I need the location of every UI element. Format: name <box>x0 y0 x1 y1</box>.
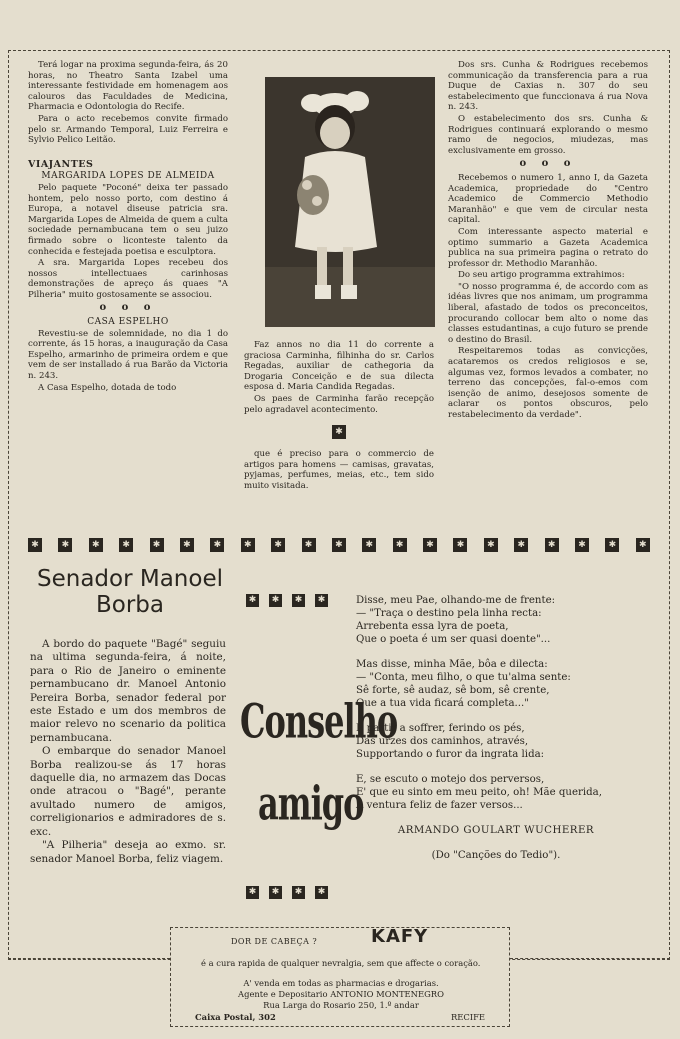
poem-line: E, se escuto o motejo dos perversos, <box>356 774 545 785</box>
star-icon: ✱ <box>119 538 133 552</box>
poem-line: Que o poeta é um ser quasi doente"... <box>356 634 551 645</box>
poem-line: — "Conta, meu filho, o que tu'alma sente: <box>356 672 571 683</box>
ad-agente: Agente e Depositario ANTONIO MONTENEGRO <box>238 989 444 999</box>
poem-body <box>356 594 636 862</box>
column-left <box>28 60 228 394</box>
senador-paragraph-2: O embarque do senador Manoel Borba realizou-se ás 17 horas daquelle dia, no armazem das Docas onde atracou o "Bagé", perante avultado numero de amigos, correligionarios e admiradores de s. exc. <box>30 745 226 838</box>
star-icon: ✱ <box>545 538 559 552</box>
casa-continuation-paragraph: que é preciso para o commercio de artigos para homens — camisas, gravatas, pyjamas, perfumes, meias, etc., tem sido muito visitada. <box>244 449 434 491</box>
senador-paragraph-3: "A Pilheria" deseja ao exmo. sr. senador Manoel Borba, feliz viagem. <box>30 839 226 865</box>
star-icon: ✱ <box>180 538 194 552</box>
star-icon: ✱ <box>332 425 346 439</box>
ad-headline: DOR DE CABEÇA ? <box>231 937 318 946</box>
star-icon: ✱ <box>269 594 282 607</box>
star-icon: ✱ <box>292 886 305 899</box>
gazeta-quote-1: "O nosso programma é, de accordo com as idéas livres que nos animam, um programma liberal, afastado de todos os preconceitos, procurando collocar bem alto o nome das classes estudantinas, a cujo futuro se prende o destino do Brasil. <box>448 281 648 345</box>
senador-paragraph-1: A bordo do paquete "Bagé" seguiu na ultima segunda-feira, á noite, para o Rio de Janeiro o eminente pernambucano dr. Manoel Antonio Pereira Borba, senador federal por este Estado e um dos membros de maior relevo no scenario da politica pernambucana. <box>30 638 226 744</box>
margarida-paragraph-2: A sra. Margarida Lopes recebeu dos nossos intellectuaes carinhosas demonstrações de apreço ás quaes "A Pilheria" muito gostosamente se associou. <box>28 258 228 300</box>
star-icon: ✱ <box>246 886 259 899</box>
star-icon: ✱ <box>605 538 619 552</box>
star-icon: ✱ <box>393 538 407 552</box>
star-icon: ✱ <box>271 538 285 552</box>
poem-line: Supportando o furor da ingrata lida: <box>356 749 545 760</box>
casa-paragraph-1: Revestiu-se de solemnidade, no dia 1 do corrente, ás 15 horas, a inauguração da Casa Espelho, armarinho de primeira ordem e que vem de ser installado á rua Barão da Victoria n. 243. <box>28 328 228 382</box>
ad-brand: KAFY <box>371 926 429 947</box>
portrait-illustration <box>265 77 435 327</box>
ad-city: RECIFE <box>450 1012 485 1022</box>
ad-text <box>191 958 491 968</box>
gazeta-quote-2: Respeitaremos todas as convicções, acataremos os credos religiosos e se, algumas vez, formos levados a combater, no terreno das concepções, fal-o-emos com isenção de animo, desejosos somente de aclarar os pontos obscuros, pelo restabelecimento da verdade". <box>448 346 648 420</box>
poem-stanza-3 <box>356 722 636 761</box>
star-icon: ✱ <box>332 538 346 552</box>
star-icon: ✱ <box>89 538 103 552</box>
poem-line: Arrebenta essa lyra de poeta, <box>356 621 509 632</box>
ad-venda: A' venda em todas as pharmacias e drogarias. <box>243 978 439 988</box>
poem-author: ARMANDO GOULART WUCHERER <box>397 825 595 836</box>
star-icon: ✱ <box>241 538 255 552</box>
column-center <box>244 340 434 493</box>
poem-star-row-bottom <box>246 886 328 899</box>
star-icon: ✱ <box>315 594 328 607</box>
carminha-paragraph-2: Os paes de Carminha farão recepção pelo agradavel acontecimento. <box>244 393 434 415</box>
star-icon: ✱ <box>58 538 72 552</box>
senador-article <box>30 638 226 866</box>
star-icon: ✱ <box>210 538 224 552</box>
bottom-rule-left <box>8 958 170 959</box>
senador-title <box>30 566 230 618</box>
bottom-rule-right <box>510 958 670 959</box>
gazeta-paragraph-3: Do seu artigo programma extrahimos: <box>458 270 625 281</box>
poem-line: Sê forte, sê audaz, sê bom, sê crente, <box>356 685 550 696</box>
section-heading-viajantes: VIAJANTES <box>28 158 94 170</box>
column-right <box>448 60 648 422</box>
child-portrait-photo <box>265 77 435 327</box>
kafy-advertisement <box>170 927 510 1027</box>
poem-line: Mas disse, minha Mãe, bôa e dilecta: <box>356 659 548 670</box>
casa-paragraph-2: A Casa Espelho, dotada de todo <box>38 382 177 393</box>
star-divider-row <box>28 538 650 556</box>
star-icon: ✱ <box>28 538 42 552</box>
cunha-paragraph-2: O estabelecimento dos srs. Cunha & Rodrigues continuará explorando o mesmo ramo de negocios, miudezas, mas exclusivamente em grosso. <box>448 113 648 156</box>
poem-title-line-1: Conselho <box>240 694 398 750</box>
section-divider: o o o <box>99 302 157 314</box>
gazeta-paragraph-2: Com interessante aspecto material e optimo summario a Gazeta Academica publica na sua primeira pagina o retrato do professor dr. Methodio Maranhão. <box>448 226 648 269</box>
intro-paragraph-2: Para o acto recebemos convite firmado pelo sr. Armando Temporal, Luiz Ferreira e Sylvio Pelico Leitão. <box>28 113 228 146</box>
carminha-paragraph-1: Faz annos no dia 11 do corrente a graciosa Carminha, filhinha do sr. Carlos Regadas, auxiliar de cathegoria da Drogaria Conceição e de sua dilecta esposa d. Maria Candida Regadas. <box>244 340 434 393</box>
star-icon: ✱ <box>362 538 376 552</box>
poem-line: Disse, meu Pae, olhando-me de frente: <box>356 595 556 606</box>
poem-star-row-top <box>246 594 328 607</box>
margarida-heading: MARGARIDA LOPES DE ALMEIDA <box>41 171 215 182</box>
poem-line: E' que eu sinto em meu peito, oh! Mãe querida, <box>356 787 602 798</box>
star-icon: ✱ <box>636 538 650 552</box>
senador-title-line-1: Senador Manoel <box>37 566 223 592</box>
star-icon: ✱ <box>484 538 498 552</box>
poem-title-line-2: amigo <box>258 776 364 832</box>
star-icon: ✱ <box>423 538 437 552</box>
senador-title-line-2: Borba <box>95 592 164 618</box>
intro-paragraph: Terá logar na proxima segunda-feira, ás 20 horas, no Theatro Santa Izabel uma interessante festividade em homenagem aos calouros das Faculdades de Medicina, Pharmacia e Odontologia do Recife. <box>28 60 228 113</box>
poem-line: Das urzes dos caminhos, através, <box>356 736 529 747</box>
star-icon: ✱ <box>302 538 316 552</box>
poem-stanza-1 <box>356 594 636 646</box>
ad-caixa-postal: Caixa Postal, 302 <box>195 1012 276 1022</box>
section-divider: o o o <box>519 158 577 170</box>
margarida-paragraph-1: Pelo paquete "Poconé" deixa ter passado hontem, pelo nosso porto, com destino á Europa, a notavel diseuse patricia sra. Margarida Lopes de Almeida de quem a culta sociedade pernambucana tem o seu juizo firmado sobre o liconteste talento da conhecida e festejada poetisa e esculptora. <box>28 182 228 257</box>
cunha-paragraph-1: Dos srs. Cunha & Rodrigues recebemos communicação da transferencia para a rua Duque de Caxias n. 307 do seu estabelecimento que funccionava á rua Nova n. 243. <box>448 60 648 113</box>
ad-claim: é a cura rapida de qualquer nevralgia, sem que affecte o coração. <box>201 958 481 968</box>
star-icon: ✱ <box>292 594 305 607</box>
star-icon: ✱ <box>514 538 528 552</box>
star-icon: ✱ <box>246 594 259 607</box>
poem-line: Que a tua vida ficará completa..." <box>356 698 529 709</box>
star-icon: ✱ <box>269 886 282 899</box>
casa-espelho-heading: CASA ESPELHO <box>87 317 169 328</box>
poem-source: (Do "Canções do Tedio"). <box>431 850 561 861</box>
star-icon: ✱ <box>453 538 467 552</box>
star-icon: ✱ <box>315 886 328 899</box>
poem-line: E partir a soffrer, ferindo os pés, <box>356 723 525 734</box>
center-star-divider <box>244 425 434 439</box>
gazeta-paragraph-1: Recebemos o numero 1, anno I, da Gazeta Academica, propriedade do "Centro Academico de Commercio Methodio Maranhão" e que vem de circular nesta capital. <box>448 172 648 226</box>
poem-stanza-4 <box>356 773 636 812</box>
poem-stanza-2 <box>356 658 636 710</box>
star-icon: ✱ <box>575 538 589 552</box>
poem-line: — "Traça o destino pela linha recta: <box>356 608 542 619</box>
ad-address: Rua Larga do Rosario 250, 1.º andar <box>263 1000 419 1010</box>
poem-line: A ventura feliz de fazer versos... <box>356 800 523 811</box>
star-icon: ✱ <box>150 538 164 552</box>
